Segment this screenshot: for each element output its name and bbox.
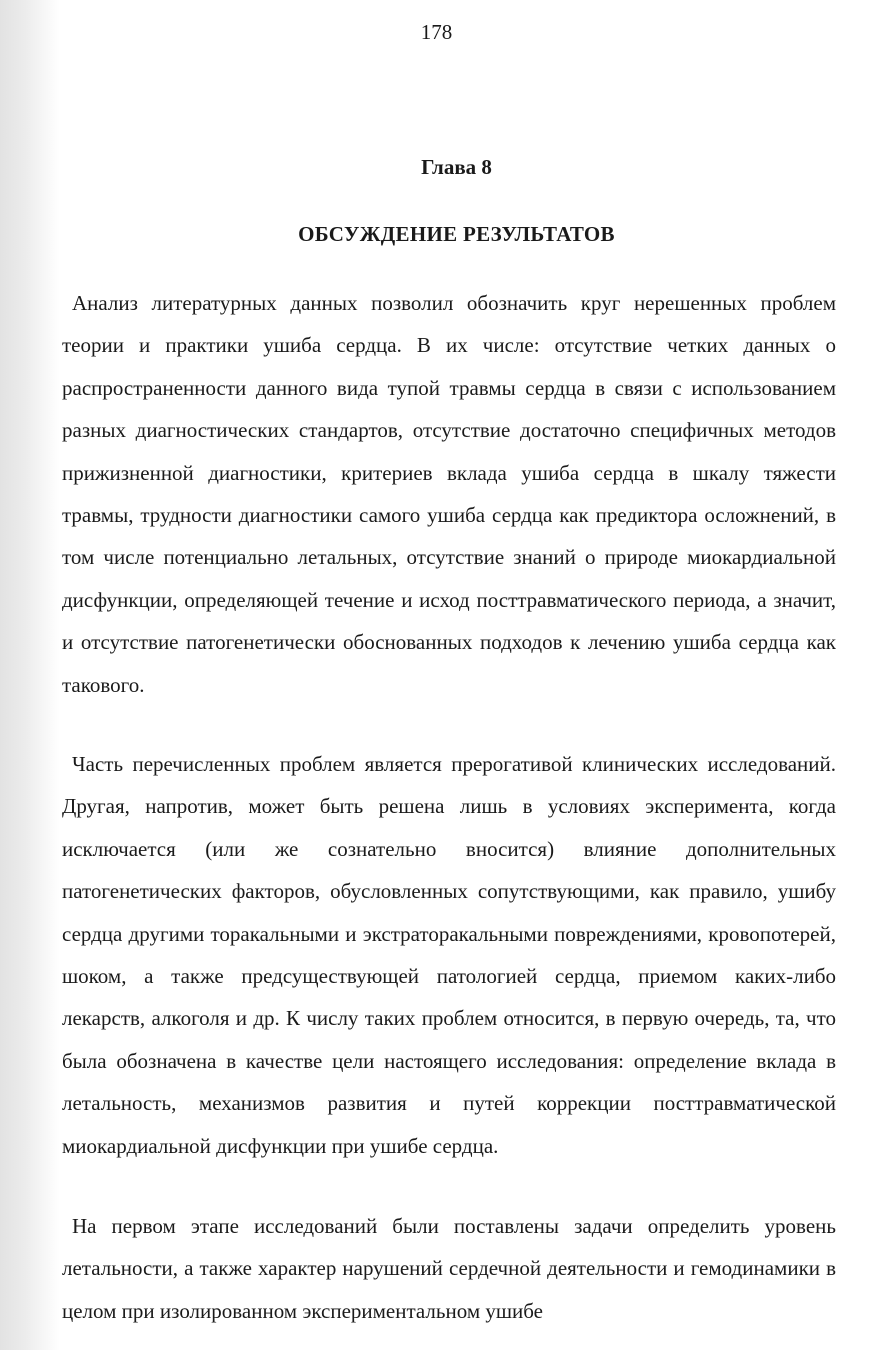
paragraph-1: Анализ литературных данных позволил обозначить круг нерешенных проблем теории и практики ушиба сердца. В их числе: отсутствие четких данных о распространенности данного вида тупой травмы сердца в связи с использованием разных диагностических стандартов, отсутствие достаточно специфичных методов прижизненной диагностики, критериев вклада ушиба сердца в шкалу тяжести травмы, трудности диагностики самого ушиба сердца как предиктора осложнений, в том числе потенциально летальных, отсутствие знаний о природе миокардиальной дисфункции, определяющей течение и исход посттравматического периода, а значит, и отсутствие патогенетически обоснованных подходов к лечению ушиба сердца как такового. [62, 291, 836, 697]
page-number: 178 [420, 20, 453, 44]
paragraph-3: На первом этапе исследований были поставлены задачи определить уровень летальности, а также характер нарушений сердечной деятельности и гемодинамики в целом при изолированном экспериментальном ушибе [62, 1214, 836, 1323]
chapter-title: ОБСУЖДЕНИЕ РЕЗУЛЬТАТОВ [298, 222, 615, 246]
paragraph-2: Часть перечисленных проблем является прерогативой клинических исследований. Другая, напротив, может быть решена лишь в условиях эксперимента, когда исключается (или же сознательно вносится) влияние дополнительных патогенетических факторов, обусловленных сопутствующими, как правило, ушибу сердца другими торакальными и экстраторакальными повреждениями, кровопотерей, шоком, а также предсуществующей патологией сердца, приемом каких-либо лекарств, алкоголя и др. К числу таких проблем относится, в первую очередь, та, что была обозначена в качестве цели настоящего исследования: определение вклада в летальность, механизмов развития и путей коррекции посттравматической миокардиальной дисфункции при ушибе сердца. [62, 752, 836, 1158]
chapter-label: Глава 8 [421, 155, 492, 179]
